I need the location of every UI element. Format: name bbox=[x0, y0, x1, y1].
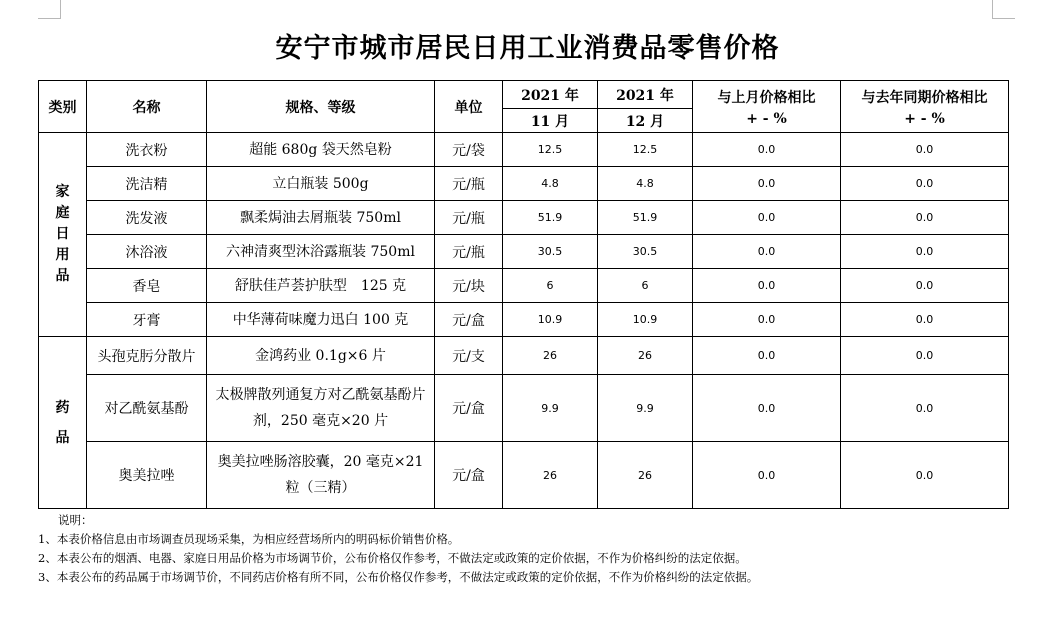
product-name: 头孢克肟分散片 bbox=[87, 337, 207, 375]
header-spec: 规格、等级 bbox=[207, 81, 435, 133]
change-mom: 0.0 bbox=[693, 303, 841, 337]
category-cell-household bbox=[39, 133, 87, 337]
price-nov: 9.9 bbox=[503, 375, 598, 442]
product-unit: 元/支 bbox=[435, 337, 503, 375]
header-unit: 单位 bbox=[435, 81, 503, 133]
price-dec: 4.8 bbox=[598, 167, 693, 201]
product-unit: 元/瓶 bbox=[435, 201, 503, 235]
note-item: 3、本表公布的药品属于市场调节价，不同药店价格有所不同，公布价格仅作参考，不做法定或政策的定价依据，不作为价格纠纷的法定依据。 bbox=[38, 570, 759, 584]
product-name: 洗衣粉 bbox=[87, 133, 207, 167]
product-name: 牙膏 bbox=[87, 303, 207, 337]
price-dec: 51.9 bbox=[598, 201, 693, 235]
price-dec: 26 bbox=[598, 337, 693, 375]
page-corner-mark-right bbox=[992, 0, 1015, 19]
product-spec: 太极牌散列通复方对乙酰氨基酚片剂，250 毫克×20 片 bbox=[207, 375, 435, 442]
change-mom: 0.0 bbox=[693, 337, 841, 375]
change-mom: 0.0 bbox=[693, 375, 841, 442]
notes-section bbox=[38, 511, 759, 587]
price-dec: 12.5 bbox=[598, 133, 693, 167]
header-category: 类别 bbox=[39, 81, 87, 133]
change-yoy: 0.0 bbox=[841, 133, 1009, 167]
product-name: 香皂 bbox=[87, 269, 207, 303]
change-mom: 0.0 bbox=[693, 235, 841, 269]
notes-heading: 说明： bbox=[58, 513, 93, 527]
change-yoy: 0.0 bbox=[841, 375, 1009, 442]
header-yoy-unit: + - % bbox=[904, 110, 945, 127]
note-item: 2、本表公布的烟酒、电器、家庭日用品价格为市场调节价，公布价格仅作参考，不做法定或政策的定价依据，不作为价格纠纷的法定依据。 bbox=[38, 551, 747, 565]
header-month-dec: 12 月 bbox=[598, 109, 693, 133]
product-spec: 中华薄荷味魔力迅白 100 克 bbox=[207, 303, 435, 337]
change-mom: 0.0 bbox=[693, 201, 841, 235]
price-nov: 26 bbox=[503, 442, 598, 509]
product-name: 洗洁精 bbox=[87, 167, 207, 201]
table-row bbox=[39, 337, 1009, 375]
product-unit: 元/瓶 bbox=[435, 235, 503, 269]
product-spec: 六神清爽型沐浴露瓶装 750ml bbox=[207, 235, 435, 269]
change-yoy: 0.0 bbox=[841, 303, 1009, 337]
header-yoy-title: 与去年同期价格相比 bbox=[861, 89, 988, 106]
price-nov: 51.9 bbox=[503, 201, 598, 235]
page-corner-mark-left bbox=[38, 0, 61, 19]
price-nov: 10.9 bbox=[503, 303, 598, 337]
product-name: 沐浴液 bbox=[87, 235, 207, 269]
table-row bbox=[39, 269, 1009, 303]
price-dec: 26 bbox=[598, 442, 693, 509]
price-dec: 10.9 bbox=[598, 303, 693, 337]
product-spec: 舒肤佳芦荟护肤型 125 克 bbox=[207, 269, 435, 303]
table-row bbox=[39, 167, 1009, 201]
price-nov: 26 bbox=[503, 337, 598, 375]
header-year-dec: 2021 年 bbox=[598, 81, 693, 109]
header-year-on-year bbox=[841, 81, 1009, 133]
product-name: 对乙酰氨基酚 bbox=[87, 375, 207, 442]
change-yoy: 0.0 bbox=[841, 442, 1009, 509]
change-yoy: 0.0 bbox=[841, 269, 1009, 303]
table-row bbox=[39, 235, 1009, 269]
category-label: 家庭日用品 bbox=[55, 184, 70, 284]
price-nov: 30.5 bbox=[503, 235, 598, 269]
note-item: 1、本表价格信息由市场调查员现场采集，为相应经营场所内的明码标价销售价格。 bbox=[38, 532, 460, 546]
change-mom: 0.0 bbox=[693, 167, 841, 201]
change-yoy: 0.0 bbox=[841, 337, 1009, 375]
change-mom: 0.0 bbox=[693, 269, 841, 303]
table-row bbox=[39, 201, 1009, 235]
change-yoy: 0.0 bbox=[841, 235, 1009, 269]
change-mom: 0.0 bbox=[693, 133, 841, 167]
price-dec: 30.5 bbox=[598, 235, 693, 269]
product-unit: 元/盒 bbox=[435, 375, 503, 442]
table-row bbox=[39, 375, 1009, 442]
product-name: 洗发液 bbox=[87, 201, 207, 235]
price-nov: 4.8 bbox=[503, 167, 598, 201]
product-unit: 元/块 bbox=[435, 269, 503, 303]
price-nov: 6 bbox=[503, 269, 598, 303]
header-name: 名称 bbox=[87, 81, 207, 133]
product-name: 奥美拉唑 bbox=[87, 442, 207, 509]
change-yoy: 0.0 bbox=[841, 167, 1009, 201]
table-row bbox=[39, 303, 1009, 337]
price-table bbox=[38, 80, 1009, 509]
header-row-1 bbox=[39, 81, 1009, 109]
document-title: 安宁市城市居民日用工业消费品零售价格 bbox=[275, 33, 780, 64]
product-spec: 立白瓶装 500g bbox=[207, 167, 435, 201]
price-dec: 6 bbox=[598, 269, 693, 303]
product-unit: 元/盒 bbox=[435, 442, 503, 509]
change-yoy: 0.0 bbox=[841, 201, 1009, 235]
table-row bbox=[39, 133, 1009, 167]
category-cell-medicine bbox=[39, 337, 87, 509]
category-label: 药品 bbox=[55, 399, 70, 446]
price-nov: 12.5 bbox=[503, 133, 598, 167]
header-month-nov: 11 月 bbox=[503, 109, 598, 133]
header-mom-unit: + - % bbox=[746, 110, 787, 127]
table-row bbox=[39, 442, 1009, 509]
product-unit: 元/盒 bbox=[435, 303, 503, 337]
price-dec: 9.9 bbox=[598, 375, 693, 442]
product-unit: 元/瓶 bbox=[435, 167, 503, 201]
product-spec: 金鸿药业 0.1g×6 片 bbox=[207, 337, 435, 375]
product-spec: 超能 680g 袋天然皂粉 bbox=[207, 133, 435, 167]
product-unit: 元/袋 bbox=[435, 133, 503, 167]
change-mom: 0.0 bbox=[693, 442, 841, 509]
header-mom-title: 与上月价格相比 bbox=[717, 89, 816, 106]
product-spec: 奥美拉唑肠溶胶囊，20 毫克×21 粒（三精） bbox=[207, 442, 435, 509]
header-year-nov: 2021 年 bbox=[503, 81, 598, 109]
header-month-on-month bbox=[693, 81, 841, 133]
product-spec: 飘柔焗油去屑瓶装 750ml bbox=[207, 201, 435, 235]
